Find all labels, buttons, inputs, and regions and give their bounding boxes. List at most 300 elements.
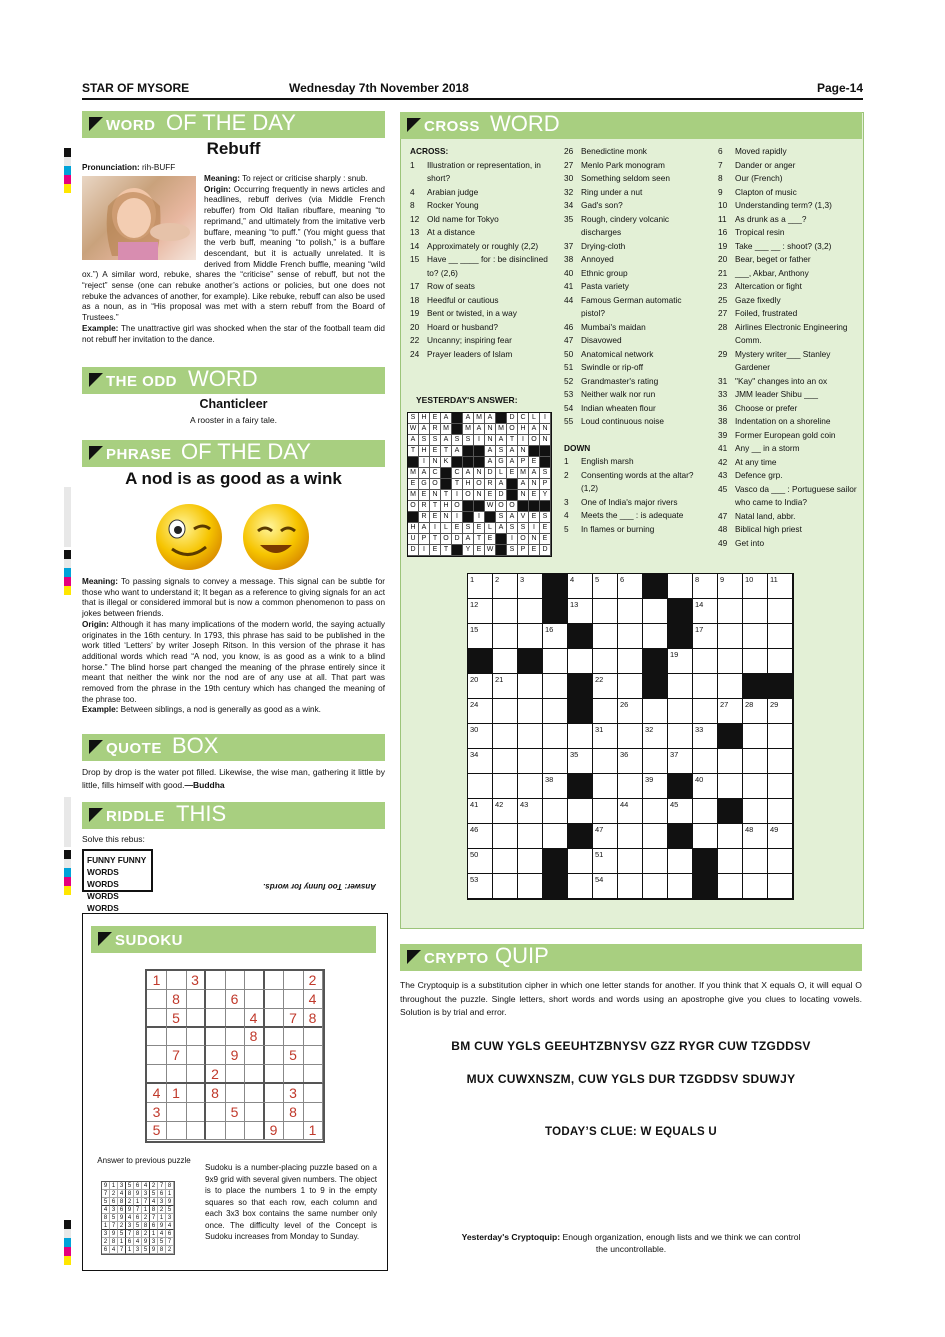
sudoku-cell[interactable]: [167, 1027, 187, 1046]
crossword-cell[interactable]: [768, 749, 793, 774]
crossword-cell[interactable]: [743, 799, 768, 824]
clue-number: 50: [564, 348, 574, 359]
answer-cell: [463, 446, 474, 457]
crossword-grid[interactable]: [467, 573, 794, 900]
sudoku-cell[interactable]: [147, 1065, 167, 1084]
crossword-cell[interactable]: [518, 874, 543, 899]
sudoku-cell[interactable]: [167, 1121, 187, 1140]
prev-sudoku-cell: 7: [118, 1246, 126, 1254]
crossword-cell[interactable]: [593, 774, 618, 799]
crossword-cell[interactable]: [668, 799, 693, 824]
crossword-cell[interactable]: [668, 649, 693, 674]
crossword-cell[interactable]: [468, 824, 493, 849]
riddle-bar-small: RIDDLE: [106, 808, 165, 825]
crossword-cell[interactable]: [493, 874, 518, 899]
phrase-body: Meaning: To passing signals to convey a message. This signal can be subtle for those who want to understand it; It began as a reference to giving signals for an act that is illegal or considered immoral but is now a common phenomenon to pass on jokes between friends. Origin: Although it has many implications of the modern world, the saying actually originates in the 16th century. In 1793, this phrase has said to be published in the work titled ‘Letters’ by writer Joseph Ritson. In this version of the phrase it has additional words which read “A nod, you know, is as good as a wink to a blind horse.” The blind horse part changed the meaning of the phrase entirely since it meant that neither the wink nor the nod are of any use at all. That part was removed from the phrase in the 19th century which has changed the meaning of the phrase too. Example: Between siblings, a nod is generally as good as a wink.: [82, 577, 385, 715]
crossword-cell[interactable]: [718, 574, 743, 599]
sudoku-cell[interactable]: [284, 1065, 304, 1084]
crossword-cell[interactable]: [543, 824, 568, 849]
crossword-cell[interactable]: [493, 674, 518, 699]
sudoku-cell[interactable]: [245, 1084, 265, 1103]
crossword-cell[interactable]: [693, 649, 718, 674]
crossword-cell[interactable]: [768, 624, 793, 649]
crossword-cell[interactable]: [493, 649, 518, 674]
crossword-cell[interactable]: [768, 599, 793, 624]
crossword-cell[interactable]: [493, 624, 518, 649]
sudoku-cell[interactable]: [147, 990, 167, 1009]
answer-cell: E: [419, 490, 430, 501]
sudoku-cell[interactable]: [225, 1084, 245, 1103]
crossword-cell[interactable]: [618, 874, 643, 899]
clue-text: Airlines Electronic Engineering Comm.: [735, 321, 848, 345]
sudoku-cell[interactable]: [264, 1065, 284, 1084]
crossword-cell[interactable]: [593, 824, 618, 849]
crossword-black-cell: [543, 574, 568, 599]
answer-cell: U: [408, 534, 419, 545]
crossword-cell[interactable]: [568, 849, 593, 874]
clue-item: [718, 429, 858, 443]
clue-item: [564, 523, 706, 537]
crossword-cell[interactable]: [493, 724, 518, 749]
crossword-cell[interactable]: [468, 674, 493, 699]
prev-sudoku-cell: 1: [110, 1182, 118, 1190]
sudoku-cell[interactable]: [167, 1065, 187, 1084]
answer-cell: D: [496, 490, 507, 501]
sudoku-cell[interactable]: [225, 971, 245, 990]
sudoku-cell: 4: [147, 1084, 167, 1103]
cell-number: 35: [570, 750, 579, 759]
clue-text: Consenting words at the altar? (1,2): [581, 469, 694, 493]
sudoku-cell[interactable]: [186, 1121, 206, 1140]
crossword-cell[interactable]: [543, 774, 568, 799]
crossword-cell[interactable]: [468, 599, 493, 624]
crossword-cell[interactable]: [768, 824, 793, 849]
crossword-cell[interactable]: [593, 799, 618, 824]
answer-cell: [452, 424, 463, 435]
crossword-cell[interactable]: [568, 649, 593, 674]
cell-number: 17: [695, 625, 704, 634]
crossword-cell[interactable]: [518, 724, 543, 749]
sudoku-cell[interactable]: [264, 971, 284, 990]
cell-number: 37: [670, 750, 679, 759]
crossword-cell[interactable]: [693, 824, 718, 849]
crossword-cell[interactable]: [743, 624, 768, 649]
sudoku-cell[interactable]: [147, 1009, 167, 1028]
cell-number: 44: [620, 800, 629, 809]
crossword-cell[interactable]: [543, 799, 568, 824]
crossword-cell[interactable]: [518, 749, 543, 774]
paper-name: STAR OF MYSORE: [82, 81, 190, 95]
crossword-cell[interactable]: [768, 874, 793, 899]
crossword-cell[interactable]: [593, 749, 618, 774]
clue-text: Old name for Tokyo: [427, 213, 499, 224]
crossword-cell[interactable]: [493, 774, 518, 799]
page-number: Page-14: [816, 81, 863, 95]
crossword-cell[interactable]: [668, 749, 693, 774]
crossword-cell[interactable]: [593, 674, 618, 699]
clue-text: Have __ ____ for : be disinclined to? (2,6): [427, 254, 548, 278]
crossword-cell[interactable]: [693, 624, 718, 649]
crossword-cell[interactable]: [668, 849, 693, 874]
crossword-cell[interactable]: [468, 849, 493, 874]
clue-item: [564, 348, 706, 362]
clue-number: 55: [564, 416, 574, 426]
clue-item: [410, 253, 552, 280]
crossword-cell[interactable]: [568, 574, 593, 599]
crossword-cell[interactable]: [693, 699, 718, 724]
crossword-cell[interactable]: [693, 774, 718, 799]
sudoku-cell[interactable]: [186, 1046, 206, 1065]
crossword-cell[interactable]: [493, 599, 518, 624]
crossword-cell[interactable]: [593, 649, 618, 674]
sudoku-cell[interactable]: [284, 990, 304, 1009]
clue-text: Disavowed: [581, 335, 622, 345]
sudoku-cell[interactable]: [186, 1009, 206, 1028]
cell-number: 54: [595, 875, 604, 884]
crossword-cell[interactable]: [743, 699, 768, 724]
smiley-icons: [154, 501, 314, 573]
crossword-cell[interactable]: [668, 699, 693, 724]
answer-cell: E: [529, 490, 540, 501]
crossword-cell[interactable]: [468, 574, 493, 599]
clue-text: Mystery writer___ Stanley Gardener: [735, 348, 831, 372]
clue-item: [718, 226, 858, 240]
answer-cell: I: [529, 523, 540, 534]
prev-sudoku-cell: 6: [150, 1222, 158, 1230]
crossword-cell[interactable]: [493, 824, 518, 849]
crossword-cell[interactable]: [468, 724, 493, 749]
crossword-cell[interactable]: [618, 849, 643, 874]
answer-cell: H: [408, 523, 419, 534]
crossword-cell[interactable]: [743, 724, 768, 749]
crossword-cell[interactable]: [768, 574, 793, 599]
crossword-cell[interactable]: [693, 599, 718, 624]
clue-text: Defence grp.: [735, 470, 783, 480]
sudoku-cell[interactable]: [206, 1103, 226, 1122]
crossword-cell[interactable]: [618, 649, 643, 674]
crossword-black-cell: [568, 674, 593, 699]
sudoku-cell[interactable]: [225, 1027, 245, 1046]
crossword-cell[interactable]: [718, 749, 743, 774]
sudoku-cell[interactable]: [303, 1065, 323, 1084]
clue-item: [564, 172, 706, 186]
answer-cell: P: [518, 457, 529, 468]
crossword-cell[interactable]: [493, 799, 518, 824]
sudoku-cell[interactable]: [186, 1065, 206, 1084]
crossword-cell[interactable]: [543, 624, 568, 649]
crossword-cell[interactable]: [468, 799, 493, 824]
crossword-cell[interactable]: [468, 624, 493, 649]
crossword-cell[interactable]: [743, 649, 768, 674]
crossword-cell[interactable]: [768, 699, 793, 724]
crossword-cell[interactable]: [668, 724, 693, 749]
crossword-cell[interactable]: [518, 699, 543, 724]
sudoku-cell[interactable]: [264, 1103, 284, 1122]
sudoku-cell[interactable]: [186, 1027, 206, 1046]
crossword-cell[interactable]: [593, 699, 618, 724]
crossword-cell[interactable]: [618, 624, 643, 649]
sudoku-cell[interactable]: [167, 1103, 187, 1122]
sudoku-cell[interactable]: [147, 1027, 167, 1046]
sudoku-cell[interactable]: [206, 1046, 226, 1065]
cell-number: 39: [645, 775, 654, 784]
crossword-cell[interactable]: [743, 749, 768, 774]
cell-number: 13: [570, 600, 579, 609]
crossword-cell[interactable]: [543, 749, 568, 774]
crossword-cell[interactable]: [618, 674, 643, 699]
crossword-cell[interactable]: [743, 874, 768, 899]
sudoku-cell: 5: [225, 1103, 245, 1122]
crossword-cell[interactable]: [718, 649, 743, 674]
crossword-cell[interactable]: [643, 724, 668, 749]
sudoku-cell[interactable]: [303, 1046, 323, 1065]
prev-sudoku-cell: 5: [126, 1182, 134, 1190]
clue-number: 40: [564, 267, 574, 278]
clue-item: [564, 321, 706, 335]
crossword-bar: [400, 112, 862, 139]
crossword-cell[interactable]: [718, 699, 743, 724]
clue-text: As drunk as a ___?: [735, 213, 807, 224]
crossword-cell[interactable]: [743, 574, 768, 599]
crossword-cell[interactable]: [768, 649, 793, 674]
prev-sudoku-cell: 2: [142, 1214, 150, 1222]
crossword-cell[interactable]: [468, 774, 493, 799]
answer-cell: I: [452, 490, 463, 501]
clue-text: Row of seats: [427, 281, 475, 291]
crossword-cell[interactable]: [568, 599, 593, 624]
clue-item: [564, 240, 706, 254]
answer-cell: M: [474, 413, 485, 424]
crossword-cell[interactable]: [593, 724, 618, 749]
crossword-cell[interactable]: [518, 574, 543, 599]
answer-cell: E: [430, 413, 441, 424]
crossword-cell[interactable]: [543, 699, 568, 724]
sudoku-cell[interactable]: [245, 971, 265, 990]
answer-cell: O: [463, 490, 474, 501]
clue-text: Loud continuous noise: [581, 416, 665, 426]
crossword-cell[interactable]: [568, 749, 593, 774]
crossword-cell[interactable]: [568, 724, 593, 749]
crossword-cell[interactable]: [568, 799, 593, 824]
crossword-cell[interactable]: [593, 574, 618, 599]
crossword-cell[interactable]: [768, 774, 793, 799]
crossword-cell[interactable]: [693, 674, 718, 699]
sudoku-cell[interactable]: [284, 1027, 304, 1046]
sudoku-cell[interactable]: [245, 1065, 265, 1084]
answer-cell: O: [529, 435, 540, 446]
crossword-cell[interactable]: [668, 574, 693, 599]
clue-text: Arabian judge: [427, 186, 479, 197]
sudoku-cell[interactable]: [147, 1046, 167, 1065]
crossword-cell[interactable]: [693, 574, 718, 599]
prev-sudoku-cell: 5: [158, 1238, 166, 1246]
answer-cell: A: [463, 413, 474, 424]
answer-cell: M: [496, 424, 507, 435]
clue-number: 53: [564, 389, 574, 399]
crossword-cell[interactable]: [668, 874, 693, 899]
crossword-cell[interactable]: [718, 824, 743, 849]
crossword-cell[interactable]: [468, 874, 493, 899]
prev-sudoku-cell: 6: [102, 1246, 110, 1254]
answer-cell: G: [496, 457, 507, 468]
sudoku-cell[interactable]: [225, 1009, 245, 1028]
crossword-cell[interactable]: [593, 874, 618, 899]
crossword-cell[interactable]: [543, 649, 568, 674]
crossword-cell[interactable]: [593, 624, 618, 649]
sudoku-cell[interactable]: [206, 1027, 226, 1046]
sudoku-cell[interactable]: [245, 1046, 265, 1065]
prev-sudoku-cell: 1: [134, 1198, 142, 1206]
answer-cell: S: [496, 446, 507, 457]
crossword-cell[interactable]: [618, 574, 643, 599]
clue-text: Heedful or cautious: [427, 294, 499, 305]
crossword-cell[interactable]: [493, 574, 518, 599]
answer-cell: [441, 479, 452, 490]
crossword-cell[interactable]: [518, 774, 543, 799]
crossword-cell[interactable]: [693, 724, 718, 749]
crossword-cell[interactable]: [518, 674, 543, 699]
crossword-cell[interactable]: [718, 674, 743, 699]
sudoku-cell[interactable]: [186, 990, 206, 1009]
sudoku-cell[interactable]: [225, 1065, 245, 1084]
crossword-cell[interactable]: [643, 774, 668, 799]
crossword-cell[interactable]: [643, 799, 668, 824]
sudoku-cell[interactable]: [206, 990, 226, 1009]
crossword-cell[interactable]: [743, 599, 768, 624]
prev-sudoku-cell: 1: [158, 1214, 166, 1222]
crossword-black-cell: [643, 674, 668, 699]
answer-cell: A: [441, 413, 452, 424]
crossword-cell[interactable]: [618, 724, 643, 749]
sudoku-cell[interactable]: [284, 1121, 304, 1140]
cell-number: 3: [520, 575, 525, 584]
sudoku-cell[interactable]: [225, 1121, 245, 1140]
sudoku-cell[interactable]: [245, 1121, 265, 1140]
crossword-cell[interactable]: [593, 599, 618, 624]
sudoku-cell[interactable]: [186, 1084, 206, 1103]
clue-number: 47: [718, 510, 728, 521]
prev-sudoku-cell: 7: [134, 1206, 142, 1214]
crossword-cell[interactable]: [743, 849, 768, 874]
crossword-cell[interactable]: [618, 799, 643, 824]
prev-sudoku-cell: 2: [142, 1230, 150, 1238]
crossword-cell[interactable]: [693, 799, 718, 824]
sudoku-cell[interactable]: [303, 1103, 323, 1122]
sudoku-cell[interactable]: [303, 1027, 323, 1046]
crossword-cell[interactable]: [643, 749, 668, 774]
crossword-cell[interactable]: [718, 774, 743, 799]
clue-number: 27: [564, 159, 574, 170]
sudoku-cell[interactable]: [264, 1027, 284, 1046]
prev-sudoku-cell: 4: [134, 1238, 142, 1246]
prev-sudoku-cell: 2: [110, 1190, 118, 1198]
crossword-cell[interactable]: [768, 724, 793, 749]
crossword-cell[interactable]: [518, 824, 543, 849]
crossword-cell[interactable]: [718, 849, 743, 874]
clue-item: [410, 348, 552, 362]
prev-sudoku-cell: 2: [118, 1222, 126, 1230]
crossword-cell[interactable]: [618, 774, 643, 799]
crossword-cell[interactable]: [518, 799, 543, 824]
crossword-cell[interactable]: [643, 699, 668, 724]
crossword-cell[interactable]: [718, 874, 743, 899]
crossword-cell[interactable]: [768, 799, 793, 824]
sudoku-cell[interactable]: [186, 1103, 206, 1122]
answer-cell: C: [518, 413, 529, 424]
crossword-cell[interactable]: [518, 849, 543, 874]
sudoku-cell[interactable]: [206, 1121, 226, 1140]
crossword-cell[interactable]: [743, 824, 768, 849]
crossword-cell[interactable]: [468, 749, 493, 774]
crossword-cell[interactable]: [593, 849, 618, 874]
clue-number: 46: [564, 321, 574, 332]
sudoku-cell[interactable]: [206, 1009, 226, 1028]
sudoku-cell[interactable]: [264, 990, 284, 1009]
crossword-cell[interactable]: [643, 874, 668, 899]
clue-text: Natal land, abbr.: [735, 510, 796, 521]
crossword-cell[interactable]: [668, 674, 693, 699]
sudoku-cell[interactable]: [206, 971, 226, 990]
cell-number: 10: [745, 575, 754, 584]
clue-number: 3: [564, 496, 569, 507]
sudoku-cell[interactable]: [245, 1103, 265, 1122]
crossword-cell[interactable]: [618, 749, 643, 774]
crossword-cell[interactable]: [543, 724, 568, 749]
sudoku-cell[interactable]: [284, 971, 304, 990]
crossword-cell[interactable]: [768, 849, 793, 874]
answer-cell: [452, 413, 463, 424]
crossword-cell[interactable]: [493, 699, 518, 724]
sudoku-cell[interactable]: [303, 1084, 323, 1103]
cell-number: 48: [745, 825, 754, 834]
clue-number: 9: [718, 186, 723, 197]
sudoku-cell[interactable]: [264, 1009, 284, 1028]
crossword-cell[interactable]: [518, 599, 543, 624]
odd-word-bar: [82, 367, 385, 394]
crossword-cell[interactable]: [493, 749, 518, 774]
crossword-cell[interactable]: [618, 699, 643, 724]
crossword-cell[interactable]: [618, 599, 643, 624]
crossword-cell[interactable]: [568, 874, 593, 899]
answer-cell: E: [474, 545, 485, 556]
crossword-cell[interactable]: [643, 624, 668, 649]
sudoku-cell[interactable]: [264, 1046, 284, 1065]
crossword-cell[interactable]: [493, 849, 518, 874]
sudoku-cell[interactable]: [167, 971, 187, 990]
answer-cell: A: [463, 468, 474, 479]
clue-number: 20: [718, 254, 728, 264]
crossword-cell[interactable]: [693, 749, 718, 774]
crossword-cell[interactable]: [718, 624, 743, 649]
prev-sudoku-cell: 1: [150, 1230, 158, 1238]
crossword-cell[interactable]: [743, 774, 768, 799]
sudoku-cell[interactable]: [245, 990, 265, 1009]
crossword-cell[interactable]: [643, 824, 668, 849]
cryptoquip-intro: The Cryptoquip is a substitution cipher in which one letter stands for another. If you think that X equals O, it will equal O throughout the puzzle. Single letters, short words and words using an apostrophe give you clues to locating vowels. Solution is by trial and error.: [400, 980, 862, 1017]
sudoku-cell[interactable]: [264, 1084, 284, 1103]
sudoku-grid[interactable]: [145, 969, 325, 1143]
sudoku-cell: 1: [147, 971, 167, 990]
crossword-cell[interactable]: [643, 599, 668, 624]
crossword-cell[interactable]: [643, 849, 668, 874]
answer-cell: A: [529, 424, 540, 435]
crossword-cell[interactable]: [718, 599, 743, 624]
odd-word-sub: A rooster in a fairy tale.: [190, 415, 277, 425]
crossword-cell[interactable]: [518, 624, 543, 649]
crossword-cell[interactable]: [468, 699, 493, 724]
crossword-cell[interactable]: [618, 824, 643, 849]
crossword-cell[interactable]: [543, 674, 568, 699]
